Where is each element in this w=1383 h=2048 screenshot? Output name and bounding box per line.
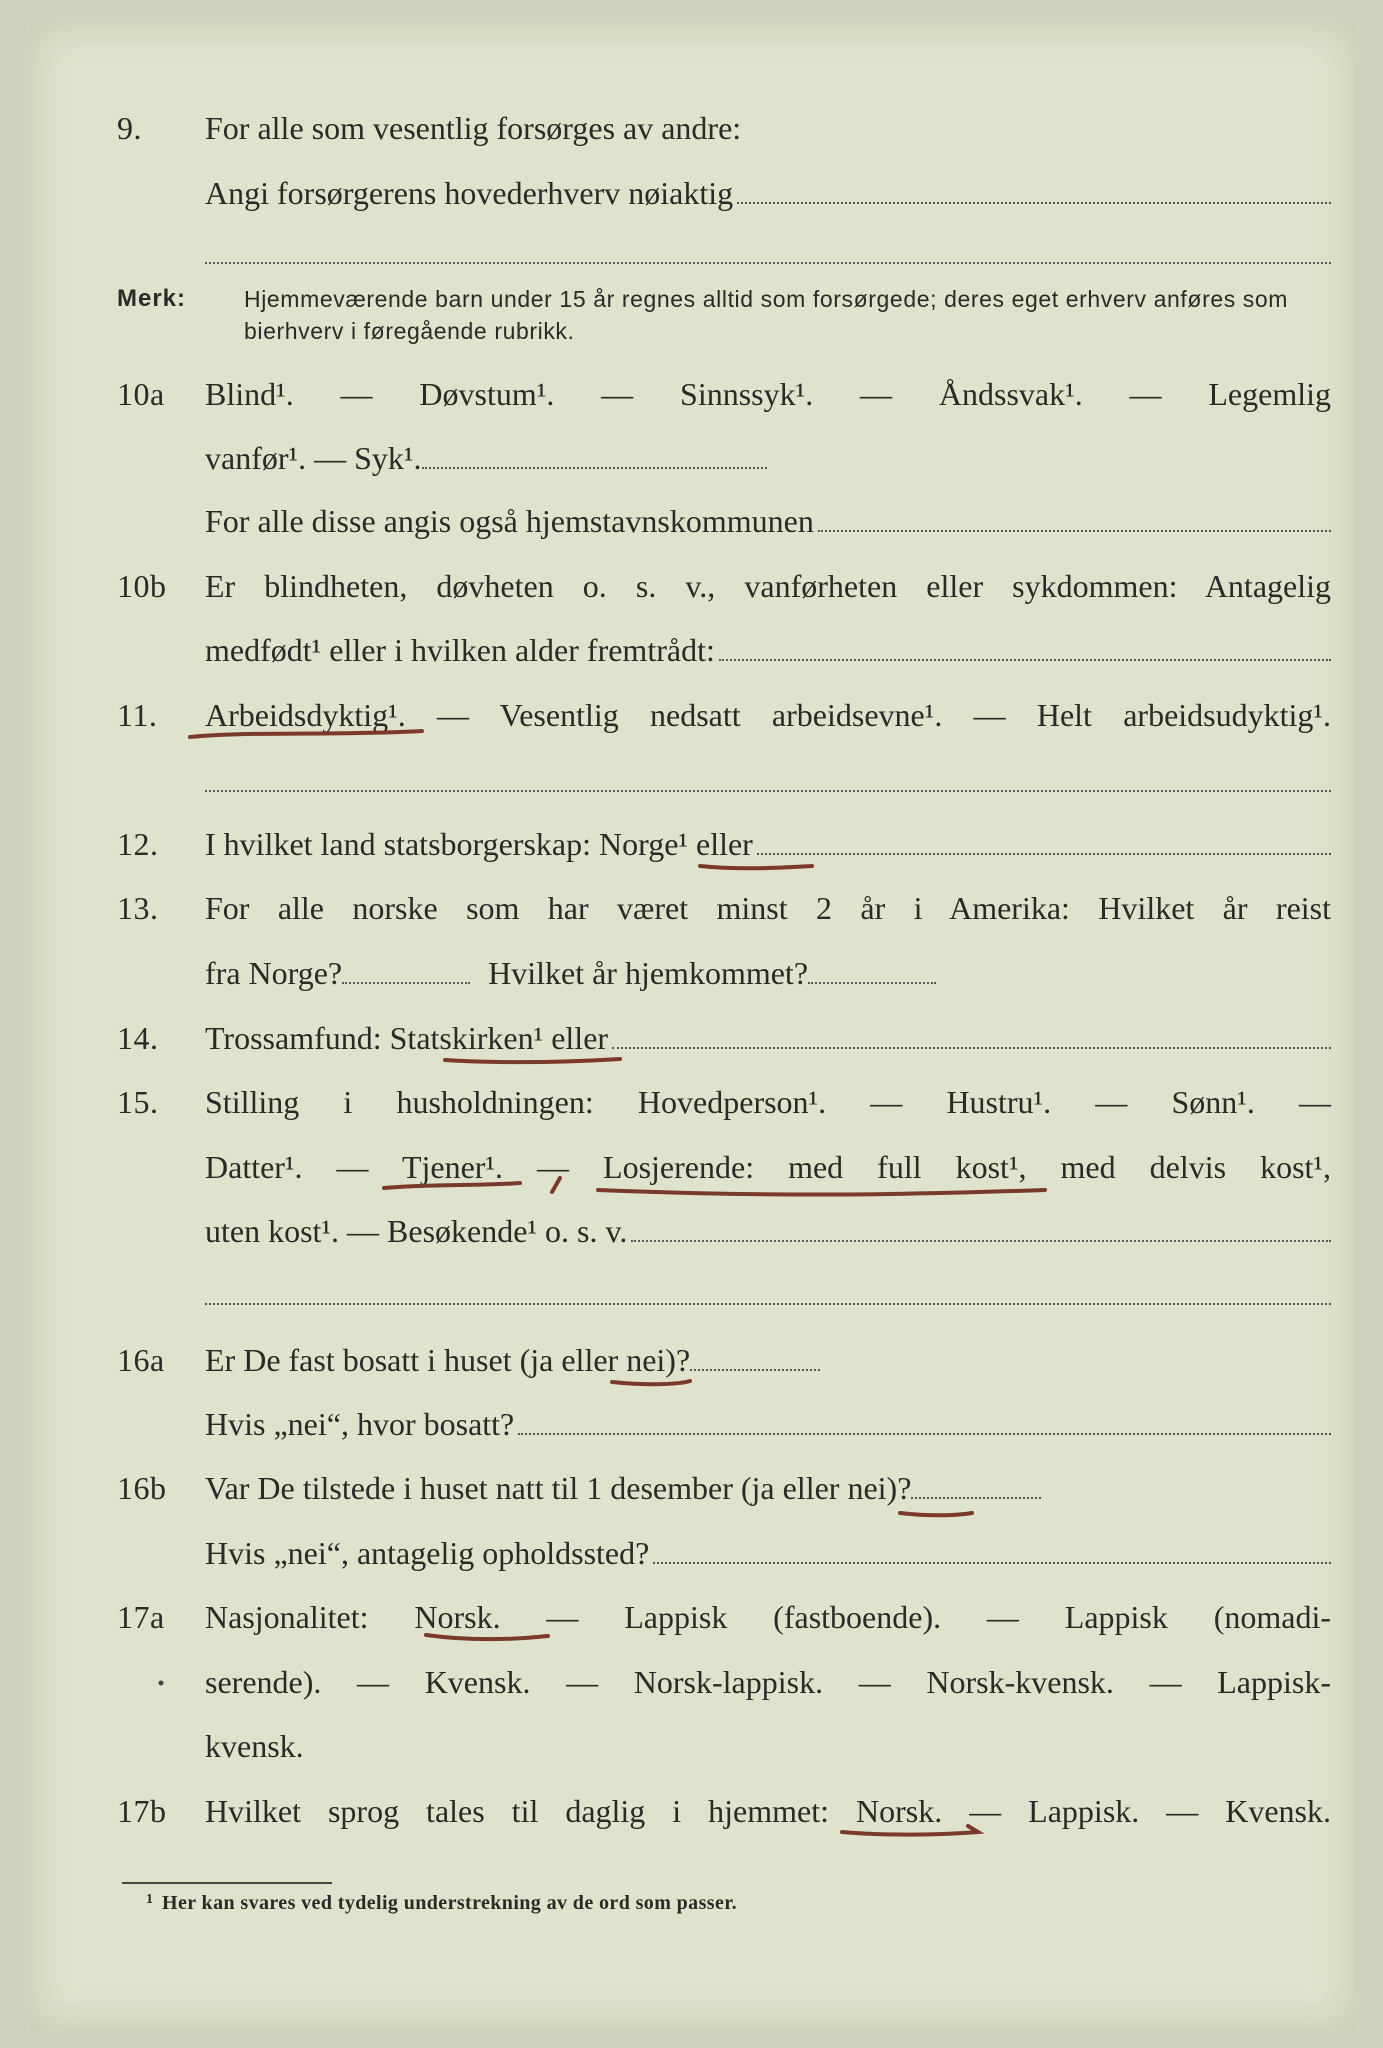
q9-answer-rule[interactable] — [205, 262, 1331, 264]
q17a-line1: Nasjonalitet: Norsk. — Lappisk (fastboende). — Lappisk (nomadi- — [205, 1599, 1331, 1635]
q10a-line2 — [205, 440, 1331, 477]
q10a-line1: Blind¹. — Døvstum¹. — Sinnssyk¹. — Åndssvak¹. — Legemlig — [205, 376, 1331, 412]
q11-answer-rule[interactable] — [205, 790, 1331, 792]
item-number-13: 13. — [117, 890, 159, 926]
q13-line1: For alle norske som har været minst 2 år i Amerika: Hvilket år reist — [205, 890, 1331, 926]
item-number-11: 11. — [117, 697, 158, 733]
q13-right-blank[interactable] — [808, 981, 936, 984]
q14-line1-text: Trossamfund: Statskirken¹ eller — [205, 1020, 609, 1056]
q9-answer-blank[interactable] — [737, 201, 1331, 204]
q12-answer-blank[interactable] — [757, 852, 1331, 855]
q10b-answer-blank[interactable] — [719, 658, 1331, 661]
footnote-text: Her kan svares ved tydelig understrekning av de ord som passer. — [162, 1892, 738, 1914]
q13-line2 — [205, 955, 1331, 992]
q10a-line2-text: vanfør¹. — Syk¹. — [205, 440, 422, 476]
q10b-line2 — [205, 632, 1331, 669]
q11-line1: Arbeidsdyktig¹. — Vesentlig nedsatt arbeidsevne¹. — Helt arbeidsudyktig¹. — [205, 697, 1331, 733]
q13-right-text: Hvilket år hjemkommet? — [488, 955, 809, 991]
q16b-line1-text: Var De tilstede i huset natt til 1 desember (ja eller nei)? — [205, 1470, 912, 1506]
q16b-answer-blank[interactable] — [911, 1496, 1041, 1499]
q15-line3-text: uten kost¹. — Besøkende¹ o. s. v. — [205, 1213, 628, 1249]
item-number-10b: 10b — [117, 568, 167, 604]
item-number-16b: 16b — [117, 1470, 167, 1506]
merk-label: Merk: — [117, 285, 187, 312]
q15-line1: Stilling i husholdningen: Hovedperson¹. — Hustru¹. — Sønn¹. — — [205, 1084, 1331, 1120]
q15-answer-rule[interactable] — [205, 1303, 1331, 1305]
item-number-17a: 17a — [117, 1599, 165, 1635]
q17b-line1: Hvilket sprog tales til daglig i hjemmet: Norsk. — Lappisk. — Kvensk. — [205, 1793, 1331, 1829]
q10a-answer-blank[interactable] — [422, 466, 767, 469]
q16b-where-blank[interactable] — [653, 1561, 1331, 1564]
q10b-line1: Er blindheten, døvheten o. s. v., vanførheten eller sykdommen: Antagelig — [205, 568, 1331, 604]
q15-line2: Datter¹. — Tjener¹. — Losjerende: med full kost¹, med delvis kost¹, — [205, 1149, 1331, 1185]
item-number-16a: 16a — [117, 1342, 165, 1378]
item-number-12: 12. — [117, 826, 159, 862]
item-number-10a: 10a — [117, 376, 165, 412]
item-number-15: 15. — [117, 1084, 159, 1120]
q16b-line2 — [205, 1535, 1331, 1572]
q16a-answer-blank[interactable] — [690, 1368, 820, 1371]
q15-answer-blank[interactable] — [631, 1239, 1331, 1242]
q16a-line1 — [205, 1342, 1331, 1379]
item-number-17b: 17b — [117, 1793, 167, 1829]
q13-left-text: fra Norge? — [205, 955, 343, 991]
q9-line2-text: Angi forsørgerens hovederhverv nøiaktig — [205, 175, 734, 211]
item-number-14: 14. — [117, 1020, 159, 1056]
q10a-line3 — [205, 503, 1331, 540]
q10a-line3-text: For alle disse angis også hjemstavnskommunen — [205, 503, 814, 539]
q17a-line2: serende). — Kvensk. — Norsk-lappisk. — Norsk-kvensk. — Lappisk- — [205, 1664, 1331, 1700]
footnote-rule — [122, 1882, 332, 1884]
footnote-mark: 1 — [146, 1892, 153, 1907]
merk-text: Hjemmeværende barn under 15 år regnes alltid som forsørgede; deres eget erhverv anføres som bierhverv i føregående rubrikk. — [244, 286, 1289, 344]
q16a-where-blank[interactable] — [518, 1432, 1331, 1435]
q16a-line1-text: Er De fast bosatt i huset (ja eller nei)? — [205, 1342, 691, 1378]
q16b-line2-text: Hvis „nei“, antagelig opholdssted? — [205, 1535, 650, 1571]
q14-answer-blank[interactable] — [612, 1046, 1331, 1049]
q13-left-blank[interactable] — [342, 981, 470, 984]
q9-line2 — [205, 175, 1331, 212]
item-number-9: 9. — [117, 110, 142, 146]
q14-line1 — [205, 1020, 1331, 1057]
q16a-line2 — [205, 1406, 1331, 1443]
q9-line1: For alle som vesentlig forsørges av andre: — [205, 110, 742, 146]
q12-line1 — [205, 826, 1331, 863]
q10b-line2-text: medfødt¹ eller i hvilken alder fremtrådt: — [205, 632, 715, 668]
q12-line1-text: I hvilket land statsborgerskap: Norge¹ eller — [205, 826, 753, 862]
q15-line3 — [205, 1213, 1331, 1250]
q16b-line1 — [205, 1470, 1331, 1507]
q10a-home-blank[interactable] — [818, 529, 1331, 532]
q17a-line3: kvensk. — [205, 1728, 304, 1764]
q16a-line2-text: Hvis „nei“, hvor bosatt? — [205, 1406, 515, 1442]
